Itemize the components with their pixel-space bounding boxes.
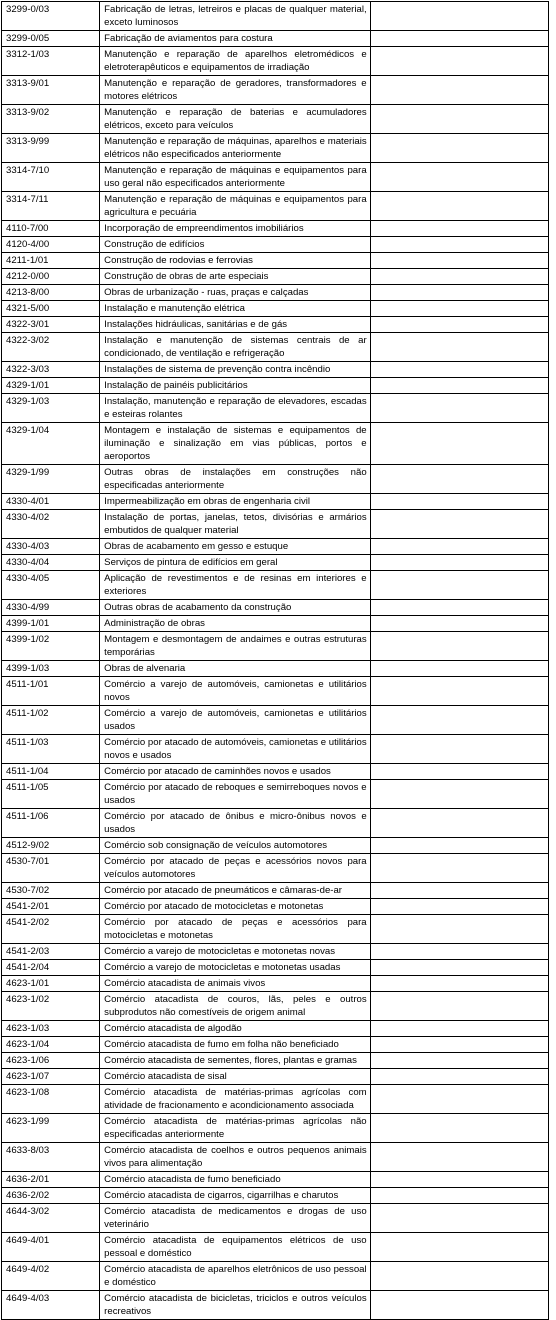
activity-code-cell: 4329-1/01 — [2, 378, 100, 394]
empty-cell — [370, 269, 548, 285]
activity-description-cell: Comércio por atacado de pneumáticos e câmaras-de-ar — [100, 883, 370, 899]
empty-cell — [370, 134, 548, 163]
table-row — [2, 285, 549, 301]
activity-description-cell: Comércio a varejo de automóveis, camionetas e utilitários novos — [100, 677, 370, 706]
table-row — [2, 992, 549, 1021]
empty-cell — [370, 1085, 548, 1114]
activity-description-cell: Instalações de sistema de prevenção contra incêndio — [100, 362, 370, 378]
activity-description-cell: Comércio atacadista de animais vivos — [100, 976, 370, 992]
table-row — [2, 661, 549, 677]
table-row — [2, 237, 549, 253]
table-row — [2, 1172, 549, 1188]
activity-description-cell: Construção de obras de arte especiais — [100, 269, 370, 285]
activity-code-cell: 4120-4/00 — [2, 237, 100, 253]
activity-code-cell: 4541-2/03 — [2, 944, 100, 960]
table-row — [2, 221, 549, 237]
empty-cell — [370, 944, 548, 960]
table-row — [2, 616, 549, 632]
empty-cell — [370, 780, 548, 809]
activity-description-cell: Comércio atacadista de algodão — [100, 1021, 370, 1037]
table-row — [2, 976, 549, 992]
activity-description-cell: Obras de acabamento em gesso e estuque — [100, 539, 370, 555]
activity-code-cell: 4541-2/01 — [2, 899, 100, 915]
empty-cell — [370, 285, 548, 301]
table-row — [2, 1233, 549, 1262]
activity-code-cell: 4399-1/02 — [2, 632, 100, 661]
table-row — [2, 677, 549, 706]
table-row — [2, 301, 549, 317]
empty-cell — [370, 1053, 548, 1069]
empty-cell — [370, 764, 548, 780]
table-row — [2, 539, 549, 555]
empty-cell — [370, 1021, 548, 1037]
activity-description-cell: Outras obras de acabamento da construção — [100, 600, 370, 616]
activity-description-cell: Instalação e manutenção elétrica — [100, 301, 370, 317]
activity-description-cell: Fabricação de aviamentos para costura — [100, 31, 370, 47]
activity-code-cell: 4541-2/02 — [2, 915, 100, 944]
empty-cell — [370, 899, 548, 915]
empty-cell — [370, 539, 548, 555]
activity-code-cell: 4649-4/02 — [2, 1262, 100, 1291]
activity-code-cell: 4649-4/03 — [2, 1291, 100, 1320]
activity-code-cell: 4330-4/04 — [2, 555, 100, 571]
table-row — [2, 1114, 549, 1143]
activity-code-cell: 4211-1/01 — [2, 253, 100, 269]
empty-cell — [370, 976, 548, 992]
table-row — [2, 269, 549, 285]
table-row — [2, 423, 549, 465]
activity-code-cell: 3313-9/01 — [2, 76, 100, 105]
activity-code-cell: 4623-1/07 — [2, 1069, 100, 1085]
activity-code-cell: 4330-4/99 — [2, 600, 100, 616]
empty-cell — [370, 1069, 548, 1085]
activity-description-cell: Comércio sob consignação de veículos automotores — [100, 838, 370, 854]
activity-code-cell: 4330-4/02 — [2, 510, 100, 539]
activity-description-cell: Instalação de portas, janelas, tetos, divisórias e armários embutidos de qualquer material — [100, 510, 370, 539]
activity-code-cell: 3314-7/10 — [2, 163, 100, 192]
empty-cell — [370, 301, 548, 317]
empty-cell — [370, 1188, 548, 1204]
activity-code-cell: 3312-1/03 — [2, 47, 100, 76]
table-row — [2, 378, 549, 394]
empty-cell — [370, 317, 548, 333]
empty-cell — [370, 253, 548, 269]
activity-description-cell: Construção de edifícios — [100, 237, 370, 253]
activity-code-cell: 4633-8/03 — [2, 1143, 100, 1172]
activity-code-cell: 4636-2/01 — [2, 1172, 100, 1188]
activity-description-cell: Comércio atacadista de couros, lãs, peles e outros subprodutos não comestíveis de origem animal — [100, 992, 370, 1021]
empty-cell — [370, 31, 548, 47]
table-row — [2, 105, 549, 134]
activity-description-cell: Comércio atacadista de fumo em folha não beneficiado — [100, 1037, 370, 1053]
table-row — [2, 494, 549, 510]
activity-description-cell: Comércio por atacado de caminhões novos e usados — [100, 764, 370, 780]
table-row — [2, 764, 549, 780]
activity-description-cell: Comércio atacadista de coelhos e outros pequenos animais vivos para alimentação — [100, 1143, 370, 1172]
activity-code-cell: 4623-1/01 — [2, 976, 100, 992]
table-row — [2, 1188, 549, 1204]
activity-code-cell: 3313-9/99 — [2, 134, 100, 163]
activity-code-cell: 3299-0/05 — [2, 31, 100, 47]
activity-description-cell: Outras obras de instalações em construções não especificadas anteriormente — [100, 465, 370, 494]
activity-code-cell: 4623-1/03 — [2, 1021, 100, 1037]
table-row — [2, 253, 549, 269]
activity-code-cell: 4330-4/05 — [2, 571, 100, 600]
activity-description-cell: Comércio a varejo de motocicletas e motonetas usadas — [100, 960, 370, 976]
table-row — [2, 47, 549, 76]
activity-description-cell: Instalações hidráulicas, sanitárias e de gás — [100, 317, 370, 333]
empty-cell — [370, 47, 548, 76]
table-row — [2, 362, 549, 378]
activity-code-cell: 3314-7/11 — [2, 192, 100, 221]
empty-cell — [370, 221, 548, 237]
activity-code-cell: 4329-1/03 — [2, 394, 100, 423]
empty-cell — [370, 378, 548, 394]
empty-cell — [370, 960, 548, 976]
activity-description-cell: Aplicação de revestimentos e de resinas em interiores e exteriores — [100, 571, 370, 600]
table-row — [2, 163, 549, 192]
empty-cell — [370, 883, 548, 899]
table-row — [2, 838, 549, 854]
empty-cell — [370, 76, 548, 105]
activity-code-cell: 4511-1/06 — [2, 809, 100, 838]
activity-code-cell: 4213-8/00 — [2, 285, 100, 301]
activity-description-cell: Instalação, manutenção e reparação de elevadores, escadas e esteiras rolantes — [100, 394, 370, 423]
table-row — [2, 899, 549, 915]
activity-code-cell: 4330-4/03 — [2, 539, 100, 555]
empty-cell — [370, 677, 548, 706]
activity-code-cell: 4329-1/99 — [2, 465, 100, 494]
empty-cell — [370, 854, 548, 883]
table-row — [2, 706, 549, 735]
empty-cell — [370, 1172, 548, 1188]
activity-code-cell: 4623-1/99 — [2, 1114, 100, 1143]
table-row — [2, 510, 549, 539]
empty-cell — [370, 600, 548, 616]
table-row — [2, 735, 549, 764]
activity-description-cell: Construção de rodovias e ferrovias — [100, 253, 370, 269]
empty-cell — [370, 1291, 548, 1320]
activity-description-cell: Serviços de pintura de edifícios em geral — [100, 555, 370, 571]
table-row — [2, 600, 549, 616]
activity-description-cell: Comércio atacadista de matérias-primas agrícolas com atividade de fracionamento e acondicionamento associada — [100, 1085, 370, 1114]
activity-description-cell: Montagem e instalação de sistemas e equipamentos de iluminação e sinalização em vias públicas, portos e aeroportos — [100, 423, 370, 465]
empty-cell — [370, 510, 548, 539]
table-row — [2, 1143, 549, 1172]
table-row — [2, 780, 549, 809]
empty-cell — [370, 163, 548, 192]
empty-cell — [370, 237, 548, 253]
table-row — [2, 192, 549, 221]
empty-cell — [370, 992, 548, 1021]
activity-code-cell: 4322-3/01 — [2, 317, 100, 333]
empty-cell — [370, 706, 548, 735]
activity-description-cell: Manutenção e reparação de máquinas, aparelhos e materiais elétricos não especificados anteriormente — [100, 134, 370, 163]
activity-description-cell: Comércio a varejo de automóveis, camionetas e utilitários usados — [100, 706, 370, 735]
activity-description-cell: Comércio atacadista de sisal — [100, 1069, 370, 1085]
table-row — [2, 1021, 549, 1037]
activity-description-cell: Manutenção e reparação de aparelhos eletromédicos e eletroterapêuticos e equipamentos de irradiação — [100, 47, 370, 76]
activity-description-cell: Comércio atacadista de fumo beneficiado — [100, 1172, 370, 1188]
activity-code-cell: 3313-9/02 — [2, 105, 100, 134]
activity-code-cell: 4541-2/04 — [2, 960, 100, 976]
table-row — [2, 1085, 549, 1114]
activity-code-cell: 4530-7/01 — [2, 854, 100, 883]
activity-code-cell: 4511-1/02 — [2, 706, 100, 735]
empty-cell — [370, 809, 548, 838]
empty-cell — [370, 1262, 548, 1291]
empty-cell — [370, 571, 548, 600]
empty-cell — [370, 838, 548, 854]
empty-cell — [370, 632, 548, 661]
table-row — [2, 555, 549, 571]
empty-cell — [370, 494, 548, 510]
activity-description-cell: Comércio por atacado de motocicletas e motonetas — [100, 899, 370, 915]
activity-description-cell: Comércio atacadista de medicamentos e drogas de uso veterinário — [100, 1204, 370, 1233]
empty-cell — [370, 616, 548, 632]
empty-cell — [370, 192, 548, 221]
table-row — [2, 960, 549, 976]
activity-code-cell: 4530-7/02 — [2, 883, 100, 899]
activity-description-cell: Comércio a varejo de motocicletas e motonetas novas — [100, 944, 370, 960]
table-body — [2, 2, 549, 1320]
activity-description-cell: Montagem e desmontagem de andaimes e outras estruturas temporárias — [100, 632, 370, 661]
table-row — [2, 134, 549, 163]
activity-description-cell: Manutenção e reparação de máquinas e equipamentos para agricultura e pecuária — [100, 192, 370, 221]
activity-code-cell: 4623-1/06 — [2, 1053, 100, 1069]
table-row — [2, 465, 549, 494]
activity-description-cell: Manutenção e reparação de máquinas e equipamentos para uso geral não especificados anteriormente — [100, 163, 370, 192]
activity-description-cell: Comércio atacadista de equipamentos elétricos de uso pessoal e doméstico — [100, 1233, 370, 1262]
activity-code-cell: 4636-2/02 — [2, 1188, 100, 1204]
activity-description-cell: Comércio atacadista de aparelhos eletrônicos de uso pessoal e doméstico — [100, 1262, 370, 1291]
activity-description-cell: Comércio atacadista de bicicletas, triciclos e outros veículos recreativos — [100, 1291, 370, 1320]
activity-description-cell: Comércio atacadista de matérias-primas agrícolas não especificadas anteriormente — [100, 1114, 370, 1143]
activity-description-cell: Manutenção e reparação de baterias e acumuladores elétricos, exceto para veículos — [100, 105, 370, 134]
table-row — [2, 1053, 549, 1069]
table-row — [2, 1037, 549, 1053]
table-row — [2, 809, 549, 838]
empty-cell — [370, 1143, 548, 1172]
activity-description-cell: Administração de obras — [100, 616, 370, 632]
empty-cell — [370, 333, 548, 362]
empty-cell — [370, 394, 548, 423]
activity-code-cell: 4511-1/03 — [2, 735, 100, 764]
activity-description-cell: Obras de urbanização - ruas, praças e calçadas — [100, 285, 370, 301]
empty-cell — [370, 661, 548, 677]
table-row — [2, 333, 549, 362]
activity-description-cell: Comércio atacadista de sementes, flores, plantas e gramas — [100, 1053, 370, 1069]
activity-description-cell: Comércio atacadista de cigarros, cigarrilhas e charutos — [100, 1188, 370, 1204]
table-row — [2, 883, 549, 899]
table-row — [2, 944, 549, 960]
activity-description-cell: Comércio por atacado de peças e acessórios novos para veículos automotores — [100, 854, 370, 883]
empty-cell — [370, 915, 548, 944]
activity-description-cell: Obras de alvenaria — [100, 661, 370, 677]
empty-cell — [370, 105, 548, 134]
table-row — [2, 1069, 549, 1085]
table-row — [2, 317, 549, 333]
activity-code-cell: 4399-1/03 — [2, 661, 100, 677]
table-row — [2, 1291, 549, 1320]
activity-code-cell: 4511-1/04 — [2, 764, 100, 780]
empty-cell — [370, 1204, 548, 1233]
empty-cell — [370, 423, 548, 465]
activity-code-cell: 3299-0/03 — [2, 2, 100, 31]
activity-description-cell: Comércio por atacado de peças e acessórios para motocicletas e motonetas — [100, 915, 370, 944]
table-row — [2, 854, 549, 883]
activity-code-cell: 4330-4/01 — [2, 494, 100, 510]
activity-code-cell: 4623-1/04 — [2, 1037, 100, 1053]
table-row — [2, 915, 549, 944]
empty-cell — [370, 1037, 548, 1053]
activity-description-cell: Fabricação de letras, letreiros e placas de qualquer material, exceto luminosos — [100, 2, 370, 31]
activity-description-cell: Comércio por atacado de ônibus e micro-ônibus novos e usados — [100, 809, 370, 838]
activity-description-cell: Instalação de painéis publicitários — [100, 378, 370, 394]
empty-cell — [370, 735, 548, 764]
activity-code-cell: 4212-0/00 — [2, 269, 100, 285]
activity-code-cell: 4511-1/01 — [2, 677, 100, 706]
activity-code-cell: 4649-4/01 — [2, 1233, 100, 1262]
empty-cell — [370, 465, 548, 494]
table-row — [2, 632, 549, 661]
activity-code-cell: 4329-1/04 — [2, 423, 100, 465]
table-row — [2, 1204, 549, 1233]
table-row — [2, 76, 549, 105]
activity-code-cell: 4511-1/05 — [2, 780, 100, 809]
activity-code-cell: 4322-3/02 — [2, 333, 100, 362]
activity-description-cell: Impermeabilização em obras de engenharia civil — [100, 494, 370, 510]
activity-code-cell: 4322-3/03 — [2, 362, 100, 378]
activity-code-cell: 4644-3/02 — [2, 1204, 100, 1233]
table-row — [2, 394, 549, 423]
activity-description-cell: Manutenção e reparação de geradores, transformadores e motores elétricos — [100, 76, 370, 105]
activity-description-cell: Instalação e manutenção de sistemas centrais de ar condicionado, de ventilação e refrigeração — [100, 333, 370, 362]
empty-cell — [370, 2, 548, 31]
activity-description-cell: Comércio por atacado de reboques e semirreboques novos e usados — [100, 780, 370, 809]
empty-cell — [370, 1233, 548, 1262]
activity-description-cell: Incorporação de empreendimentos imobiliários — [100, 221, 370, 237]
activity-code-cell: 4110-7/00 — [2, 221, 100, 237]
table-row — [2, 2, 549, 31]
cnae-activity-table — [1, 1, 549, 1320]
activity-description-cell: Comércio por atacado de automóveis, camionetas e utilitários novos e usados — [100, 735, 370, 764]
table-row — [2, 1262, 549, 1291]
activity-code-cell: 4623-1/08 — [2, 1085, 100, 1114]
activity-code-cell: 4321-5/00 — [2, 301, 100, 317]
table-row — [2, 571, 549, 600]
empty-cell — [370, 362, 548, 378]
empty-cell — [370, 555, 548, 571]
activity-code-cell: 4399-1/01 — [2, 616, 100, 632]
activity-code-cell: 4623-1/02 — [2, 992, 100, 1021]
empty-cell — [370, 1114, 548, 1143]
table-row — [2, 31, 549, 47]
activity-code-cell: 4512-9/02 — [2, 838, 100, 854]
